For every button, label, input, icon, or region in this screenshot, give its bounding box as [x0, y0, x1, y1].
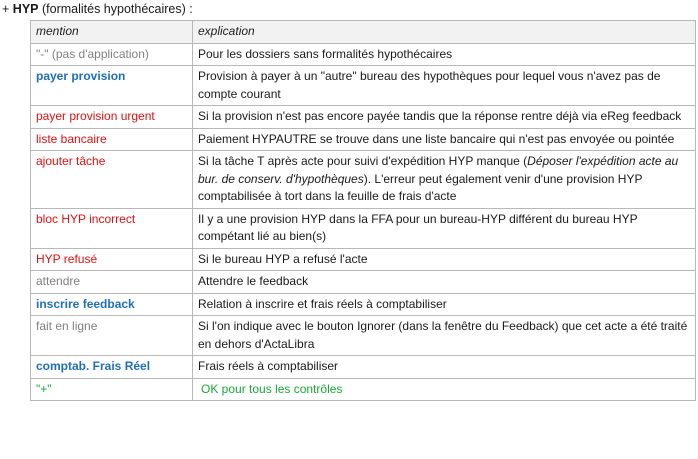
- table-row: [31, 293, 696, 316]
- table-row: [31, 128, 696, 151]
- explication-cell: Relation à inscrire et frais réels à comptabiliser: [193, 293, 696, 316]
- mention-cell: payer provision: [31, 66, 193, 106]
- table-row: [31, 106, 696, 129]
- mention-cell: ajouter tâche: [31, 151, 193, 209]
- explication-cell: Il y a une provision HYP dans la FFA pour un bureau-HYP différent du bureau HYP compétant lié au bien(s): [193, 208, 696, 248]
- table-header-row: [31, 21, 696, 44]
- explication-text-part: ). L'erreur peut également venir d'une provision HYP comptabilisée à tort dans la feuille de frais d'acte: [198, 171, 643, 203]
- table-row: [31, 316, 696, 356]
- mention-cell: "-" (pas d'application): [31, 43, 193, 66]
- table-row: [31, 271, 696, 294]
- mention-cell: HYP refusé: [31, 248, 193, 271]
- explication-cell: Si le bureau HYP a refusé l'acte: [193, 248, 696, 271]
- table-row: [31, 43, 696, 66]
- mention-table: [30, 20, 696, 401]
- explication-cell: [193, 151, 696, 209]
- table-row: [31, 378, 696, 401]
- explication-cell: Si la provision n'est pas encore payée tandis que la réponse rentre déjà via eReg feedback: [193, 106, 696, 129]
- mention-cell: "+": [31, 378, 193, 401]
- explication-cell: Provision à payer à un "autre" bureau des hypothèques pour lequel vous n'avez pas de compte courant: [193, 66, 696, 106]
- table-row: [31, 151, 696, 209]
- mention-cell: attendre: [31, 271, 193, 294]
- mention-cell: liste bancaire: [31, 128, 193, 151]
- header-explication: explication: [193, 21, 696, 44]
- explication-cell: OK pour tous les contrôles: [193, 378, 696, 401]
- explication-text-part: Si la tâche T après acte pour suivi d'expédition HYP manque (: [198, 154, 528, 168]
- heading-prefix: +: [2, 2, 10, 16]
- table-row: [31, 208, 696, 248]
- mention-cell: bloc HYP incorrect: [31, 208, 193, 248]
- section-heading: [2, 1, 193, 17]
- mention-cell: payer provision urgent: [31, 106, 193, 129]
- table-row: [31, 356, 696, 379]
- explication-cell: Paiement HYPAUTRE se trouve dans une liste bancaire qui n'est pas envoyée ou pointée: [193, 128, 696, 151]
- heading-code: HYP: [12, 2, 39, 16]
- explication-cell: Si l'on indique avec le bouton Ignorer (dans la fenêtre du Feedback) que cet acte a été traité en dehors d'ActaLibra: [193, 316, 696, 356]
- explication-cell: Pour les dossiers sans formalités hypothécaires: [193, 43, 696, 66]
- mention-cell: inscrire feedback: [31, 293, 193, 316]
- explication-cell: Attendre le feedback: [193, 271, 696, 294]
- table-row: [31, 248, 696, 271]
- explication-cell: Frais réels à comptabiliser: [193, 356, 696, 379]
- heading-description: (formalités hypothécaires) :: [41, 2, 193, 16]
- header-mention: mention: [31, 21, 193, 44]
- table-row: [31, 66, 696, 106]
- mention-cell: fait en ligne: [31, 316, 193, 356]
- explication-italic-part: Déposer l'expédition acte au bur. de conserv. d'hypothèques: [198, 154, 679, 186]
- mention-cell: comptab. Frais Réel: [31, 356, 193, 379]
